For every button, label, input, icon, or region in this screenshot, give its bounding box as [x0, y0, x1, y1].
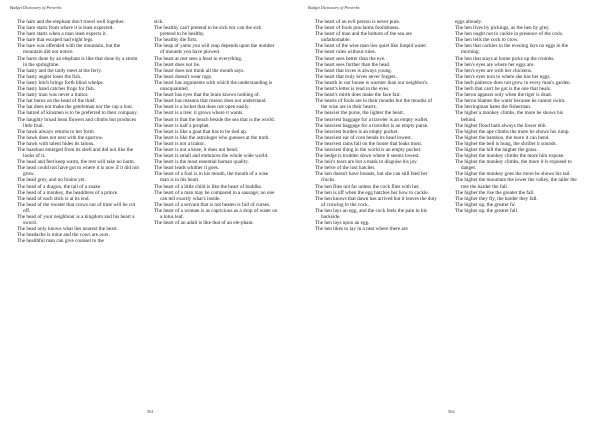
proverb-entry: The hen lays an egg, and the cock feels the pain in his backside.: [315, 207, 427, 220]
proverb-entry: The higher the hill the laigher the grass.: [455, 146, 538, 153]
proverb-entry: The headache is mine and the cows are ours.: [17, 232, 110, 239]
proverb-entry: The hen is off when the egg hatches her how to cackle.: [315, 189, 429, 196]
proverb-entry: The higher the ape climbs the more he shows his rump.: [455, 128, 570, 135]
proverb-entry: The hasty bitch brings forth blind whelps.: [17, 79, 104, 86]
proverb-entry: The higher the bamboo, the more it can bend.: [455, 134, 550, 141]
proverb-entry: The herringman hates the fisherman.: [455, 104, 532, 111]
proverb-entry: The hen's eyes are where her eggs are.: [455, 61, 535, 68]
proverb-entry: The hasty man was never a traitor.: [17, 92, 89, 99]
proverb-entry: The heart of man and the bottom of the sea are unfathomable.: [315, 31, 412, 44]
proverb-entry: The heart is not a traitor.: [154, 140, 205, 147]
proverb-entry: The hat burns on the head of the thief.: [17, 98, 97, 105]
proverb-entry: The helve of the lost hatchet.: [315, 165, 376, 172]
proverb-entry: The healthy can't pretend to be sick nor can the sick pretend to be healthy.: [154, 25, 262, 38]
proverb-entry: The heart of a man may be compared to a sausage; no one can tell exactly what's inside.: [154, 189, 275, 202]
proverb-entry: The head of the rooster that crows out of time will be cut off.: [17, 201, 136, 214]
proverb-entry: The heart rules without rules.: [315, 49, 376, 56]
proverb-entry: The heart that truly loves never forgets.: [315, 73, 397, 80]
proverb-entry: The heron blames the water because he cannot swim.: [455, 98, 566, 105]
proverb-entry: The higher the rise the greater the fall.: [455, 189, 535, 196]
proverb-entry: The higher the bell is hung, the shriller it sounds.: [455, 140, 557, 147]
proverb-entry: The heart has reasons that reason does not understand.: [154, 98, 267, 105]
proverb-entry: The heap of yams you will reap depends upon the number of mounds you have plowed.: [154, 43, 275, 56]
proverb-entry: sick.: [154, 19, 164, 25]
proverb-entry: The head only knows what lies nearest the heart.: [17, 226, 118, 233]
proverb-entry: The heart of an adult is like that of an ele-phant.: [154, 220, 254, 227]
proverb-entry: The heavier the purse, the lighter the heart.: [315, 110, 405, 117]
proverb-entry: The haughty broad bean flowers and climbs but produces little fruit.: [17, 116, 136, 129]
proverb-entry: The hen lays upon an egg.: [315, 220, 370, 227]
proverb-entry: The higher the monkey climbs, the more it is exposed to danger.: [455, 159, 572, 172]
proverb-entry: The heaviest rains fall on the house that leaks most.: [315, 140, 423, 147]
proverb-entry: The hen doesn't have breasts, but she can still feed her chicks.: [315, 171, 428, 184]
proverb-entry: The heart that loves is always young.: [315, 67, 393, 74]
proverb-entry: The higher the monkey climbs the more him expose.: [455, 153, 565, 160]
proverb-entry: The higher up, the greater fall.: [455, 207, 519, 214]
proverb-entry: The heart of a little child is like the heart of buddha.: [154, 183, 263, 190]
proverb-entry: The hat does not make the gentleman nor the cap a lout.: [17, 104, 134, 111]
proverb-entry: The hawk with talent hides its talons.: [17, 140, 95, 147]
proverb-entry: The head of each stick is at its end.: [17, 195, 90, 202]
proverb-entry: The healthful man can give counsel to the: [17, 238, 104, 245]
proverb-entry: The heart does not think all the mouth says.: [154, 67, 245, 74]
proverb-entry: The higher a monkey climbs, the more he shows his behind.: [455, 110, 564, 123]
proverb-entry: The heart's letter is read in the eyes.: [315, 86, 390, 93]
proverb-entry: The heaviest burden is an empty pocket.: [315, 128, 399, 135]
proverb-entry: The head grey, and no brains yet.: [17, 177, 86, 184]
proverb-entry: The higher the mountain the lower the valley, the taller the tree the harder the fall.: [455, 177, 577, 190]
proverb-entry: The heart is a locket that does not open easily.: [154, 104, 250, 111]
text-column-right: [455, 19, 579, 214]
proverb-entry: The hazelnut emerged from its shell and did not like the looks of it.: [17, 146, 134, 160]
proverb-entry: The hasty and the tardy meet at the ferry.: [17, 67, 103, 74]
proverb-entry: The healthy die first.: [154, 37, 198, 44]
proverb-entry: The heron appears only when the tiger is dead.: [455, 92, 552, 99]
proverb-entry: The heart of fools proclaims foolishness.: [315, 25, 400, 32]
proverb-entry: The hare was offended with the mountain, but the mountain did not notice.: [17, 43, 121, 56]
proverb-entry: The hearts of fools are in their mouths but the mouths of the wise are in their hearts.: [315, 98, 433, 111]
page-number: 561: [147, 409, 154, 414]
right-page: [300, 0, 600, 424]
proverb-entry: The heart is half a prophet.: [154, 122, 210, 129]
proverb-entry: The hare starts from where it is least expected.: [17, 25, 114, 32]
proverb-entry: The hare and the elephant don't travel well together.: [17, 19, 125, 25]
proverb-entry: The head of a monkey, the headdress of a prince.: [17, 189, 119, 196]
proverb-entry: The heart doesn't wear rags.: [154, 73, 213, 80]
proverb-entry: The heart of an evil person is never pure.: [315, 19, 401, 25]
proverb-entry: The hen that stays at home picks up the crumbs.: [455, 55, 555, 62]
proverb-entry: The hare starts when a man least expects it.: [17, 31, 108, 38]
proverb-entry: The higher up, the greater fa'.: [455, 201, 517, 208]
proverb-entry: The hen tells the cock to crow.: [455, 37, 519, 44]
proverb-entry: The hatred of kinsmen is to be preferred to their company.: [17, 110, 138, 117]
proverb-entry: The heart's mirth does make the face fair.: [315, 92, 401, 99]
proverb-entry: The hedge is trodden down where it seems lowest.: [315, 153, 420, 160]
proverb-entry: The heart is like the astrologer who guesses at the truth.: [154, 134, 270, 141]
proverb-entry: The hasty hand catches frogs for fish.: [17, 86, 95, 93]
proverb-entry: The hawk does not nest with the sparrow.: [17, 134, 104, 141]
proverb-entry: The hen that cackles in the evening lays no eggs in the morning.: [455, 43, 569, 56]
proverb-entry: The hen lives by pickings, as the hen by grey.: [455, 25, 550, 32]
proverb-entry: The heir's tears are but a mask to disguise his joy.: [315, 159, 418, 166]
proverb-entry: The hen flies not far unless the cock flies with her.: [315, 183, 420, 190]
proverb-entry: The heart of a fool is in his mouth, the mouth of a wise man is in his heart.: [154, 171, 269, 184]
proverb-entry: The heart sees better than the eye.: [315, 55, 386, 62]
proverb-entry: The heart is that the beach beside the sea that is the world.: [154, 116, 275, 123]
proverb-entry: The head could not have got to where it is now if it did not grow.: [17, 165, 139, 178]
proverb-entry: The heart has eyes that the brain knows nothing of.: [154, 92, 261, 99]
proverb-entry: The heaviest thing in the world is an empty pocket.: [315, 146, 422, 153]
proverb-entry: The head of a dragon, the tail of a snake.: [17, 183, 102, 190]
proverb-entry: The hearth in our house is warmer than our neighbor's.: [315, 79, 429, 86]
running-header: Budget Dictionary of Proverbs: [308, 5, 360, 10]
proverb-entry: The heart sees further than the head.: [315, 61, 391, 68]
proverb-entry: The head of your neighbour is a kingdom and his heart a sword.: [17, 214, 135, 227]
proverb-entry: The heart is not a knee, it does not bend.: [154, 146, 238, 153]
proverb-entry: The heart is a tree; it grows where it wants.: [154, 110, 244, 117]
proverb-entry: The higher they fly, the harder they fall.: [455, 195, 538, 202]
proverb-entry: The hasty angler loses the fish.: [17, 73, 82, 80]
text-column-left: [315, 19, 439, 232]
text-column-right: [154, 19, 278, 226]
proverb-entry: The head and feet keep warm, the rest will take no harm.: [17, 159, 135, 166]
proverb-entry: The heart of the wise man lies quiet like limpid water.: [315, 43, 427, 50]
proverb-entry: The hen likes to lay in a nest where there are: [315, 226, 408, 233]
proverb-entry: The higher the monkey goes the more he shows his tail.: [455, 171, 571, 178]
proverb-entry: The hen's eyes are with her chickens.: [455, 67, 533, 74]
proverb-entry: The heaviest baggage for a traveller is an empty purse.: [315, 122, 429, 129]
page-number: 562: [448, 409, 455, 414]
proverb-entry: The heart of a woman is as capricious as a drop of water on a lotus leaf.: [154, 207, 278, 220]
proverb-entry: The heaviest baggage for a traveler is an empty wallet.: [315, 116, 429, 123]
proverb-entry: The hawk always returns to her form.: [17, 128, 95, 135]
proverb-entry: The heart does not lie.: [154, 61, 201, 68]
proverb-entry: The hen knows that dawn has arrived but it leaves the duty of crowing to the cock.: [315, 195, 438, 208]
proverb-entry: The heart has arguments with which the understanding is unacquainted.: [154, 79, 273, 93]
proverb-entry: The heart is like a goat that has to be tied up.: [154, 128, 248, 135]
proverb-entry: The heart of a servant that is not beaten is full of curses.: [154, 201, 271, 208]
proverb-entry: The heart is small and embraces the whole wide world.: [154, 153, 269, 160]
proverb-entry: The heart leads whither it goes.: [154, 165, 220, 172]
proverb-entry: The heart at rest sees a feast in everything.: [154, 55, 243, 62]
proverb-entry: The hen's eyes turn to where she has her eggs.: [455, 73, 551, 80]
text-column-left: [17, 19, 141, 244]
proverb-entry: eggs already.: [455, 19, 483, 25]
proverb-entry: The herb patience does not grow in every man's garden.: [455, 79, 571, 86]
proverb-entry: The hare that escaped had eight legs.: [17, 37, 94, 44]
running-header: Budget Dictionary of Proverbs: [10, 5, 62, 10]
proverb-entry: The heaviest ear of corn bends its head lowest.: [315, 134, 412, 141]
proverb-entry: The herb that can't be got is the one that heals.: [455, 86, 552, 93]
proverb-entry: The harm done by an elephant is like that done by a storm in the springtime.: [17, 55, 138, 68]
proverb-entry: The higher flood hath always the lower ebb.: [455, 122, 547, 129]
proverb-entry: The heart is the most essential human quality.: [154, 159, 249, 166]
proverb-entry: The hen ought not to cackle in presence of the cock.: [455, 31, 564, 38]
